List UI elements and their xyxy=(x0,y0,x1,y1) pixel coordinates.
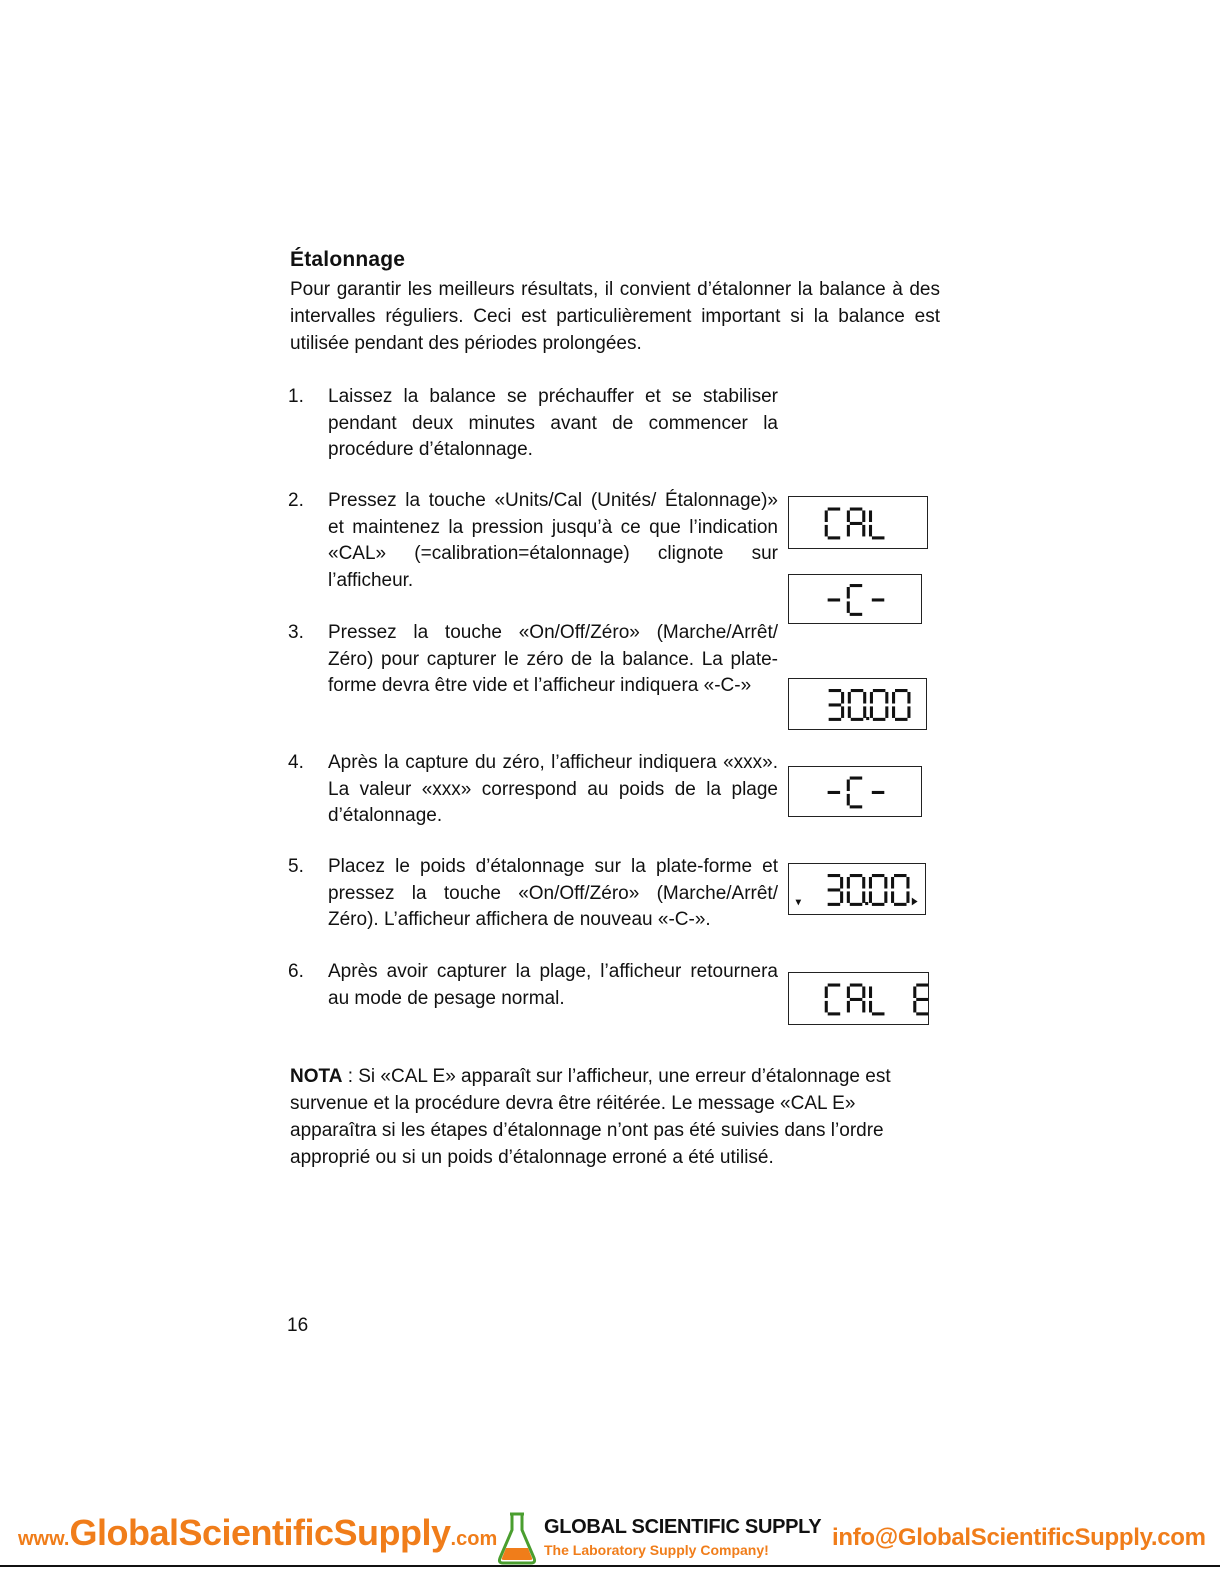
note-label: NOTA xyxy=(290,1066,343,1087)
step-number: 6. xyxy=(288,961,304,982)
step-5 xyxy=(288,854,778,934)
flask-icon xyxy=(496,1510,538,1566)
step-text: Placez le poids d’étalonnage sur la plate-forme et pressez la touche «On/Off/Zéro» (Marche/Arrêt/ Zéro). L’afficheur affichera de nouveau «-C-». xyxy=(328,856,778,930)
footer-website[interactable] xyxy=(18,1512,497,1554)
lcd-segments xyxy=(789,497,927,548)
step-2 xyxy=(288,488,778,594)
footer-logo-name: GLOBAL SCIENTIFIC SUPPLY xyxy=(544,1516,822,1538)
note-paragraph xyxy=(290,1063,920,1171)
footer-rule xyxy=(0,1565,1220,1567)
page-number: 16 xyxy=(287,1315,309,1336)
step-3 xyxy=(288,620,778,700)
section-title: Étalonnage xyxy=(290,248,406,271)
stable-arrow-right-icon xyxy=(912,898,918,906)
step-number: 1. xyxy=(288,386,304,407)
step-6 xyxy=(288,959,778,1012)
step-1 xyxy=(288,384,778,464)
stable-arrow-down-icon xyxy=(795,900,801,906)
note-text: : Si «CAL E» apparaît sur l’afficheur, une erreur d’étalonnage est survenue et la procédure devra être réitérée. Le message «CAL E» apparaîtra si les étapes d’étalonnage n’ont pas été suivies dans l’ordre approprié ou si un poids d’étalonnage erroné a été utilisé. xyxy=(290,1066,891,1168)
step-text: Pressez la touche «Units/Cal (Unités/ Étalonnage)» et maintenez la pression jusqu’à ce que l’indication «CAL» (=calibration=étalonnage) clignote sur l’afficheur. xyxy=(328,490,778,591)
step-text: Après la capture du zéro, l’afficheur indiquera «xxx». La valeur «xxx» correspond au poids de la plage d’étalonnage. xyxy=(328,752,778,826)
section-intro: Pour garantir les meilleurs résultats, il convient d’étalonner la balance à des intervalles réguliers. Ceci est particulièrement important si la balance est utilisée pendant des périodes prolongées. xyxy=(290,279,940,354)
step-number: 3. xyxy=(288,622,304,643)
step-text: Pressez la touche «On/Off/Zéro» (Marche/Arrêt/ Zéro) pour capturer le zéro de la balance. La plate-forme devra être vide et l’afficheur indiquera «-C-» xyxy=(328,622,778,696)
step-number: 4. xyxy=(288,752,304,773)
footer-url-main: GlobalScientificSupply xyxy=(69,1512,451,1553)
lcd-display-c-1 xyxy=(788,574,922,624)
lcd-display-3000 xyxy=(788,678,927,730)
footer-url-suffix: .com xyxy=(450,1528,498,1550)
step-text: Après avoir capturer la plage, l’afficheur retournera au mode de pesage normal. xyxy=(328,961,778,1009)
lcd-segments xyxy=(789,575,921,623)
footer-email[interactable]: info@GlobalScientificSupply.com xyxy=(832,1524,1206,1551)
lcd-segments xyxy=(789,973,928,1024)
footer-url-prefix: www. xyxy=(18,1528,70,1550)
footer-logo xyxy=(496,1510,822,1566)
step-text: Laissez la balance se préchauffer et se stabiliser pendant deux minutes avant de commencer la procédure d’étalonnage. xyxy=(328,386,778,460)
lcd-segments xyxy=(789,767,921,816)
lcd-display-3000-stable xyxy=(788,863,926,915)
footer-logo-tagline: The Laboratory Supply Company! xyxy=(544,1542,769,1558)
step-number: 5. xyxy=(288,856,304,877)
lcd-display-c-2 xyxy=(788,766,922,817)
lcd-segments xyxy=(789,864,925,914)
lcd-display-cal xyxy=(788,496,928,549)
step-number: 2. xyxy=(288,490,304,511)
lcd-display-cal-e xyxy=(788,972,929,1025)
lcd-segments xyxy=(789,679,926,729)
step-4 xyxy=(288,750,778,830)
